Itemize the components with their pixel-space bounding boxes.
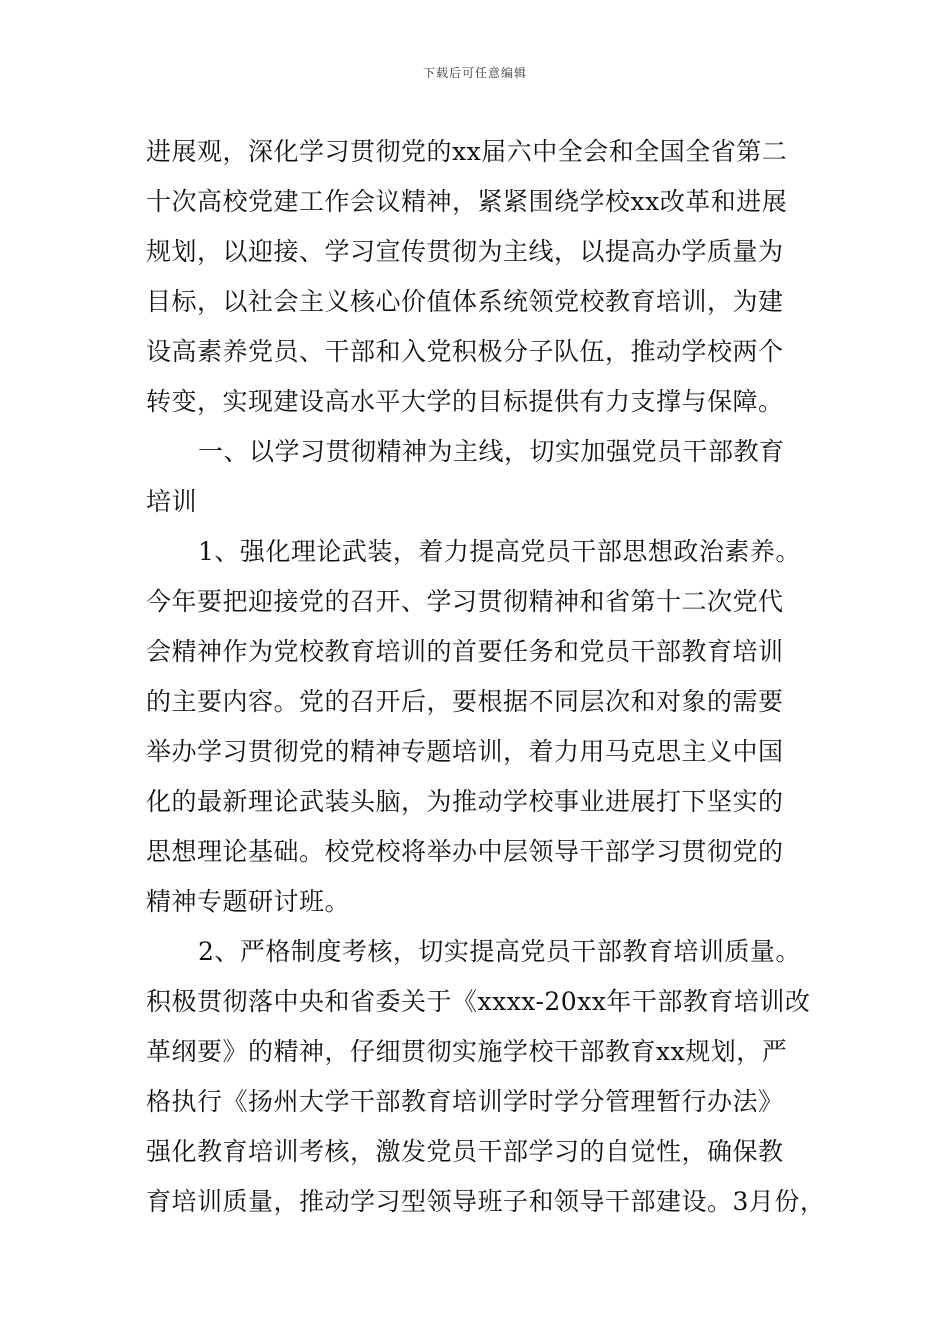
text-line: 十次高校党建工作会议精神，紧紧围绕学校xx改革和进展 [146,187,788,216]
text-line: 的主要内容。党的召开后，要根据不同层次和对象的需要 [146,687,784,716]
text-line: 精神专题研讨班。 [146,887,351,916]
text-line: 进展观，深化学习贯彻党的xx届六中全会和全国全省第二 [146,137,788,166]
document-body [146,127,826,1227]
page-header: 下载后可任意编辑 [422,66,527,80]
text-line: 化的最新理论武装头脑，为推动学校事业进展打下坚实的 [146,787,784,816]
text-line: 育培训质量，推动学习型领导班子和领导干部建设。3月份， [146,1187,826,1216]
text-line: 2、严格制度考核，切实提高党员干部教育培训质量。 [198,937,801,966]
text-line: 格执行《扬州大学干部教育培训学时学分管理暂行办法》 [146,1087,784,1116]
text-line: 培训 [146,487,198,516]
text-line: 革纲要》的精神，仔细贯彻实施学校干部教育xx规划，严 [146,1037,788,1066]
text-line: 强化教育培训考核，激发党员干部学习的自觉性，确保教 [146,1137,784,1166]
text-line: 转变，实现建设高水平大学的目标提供有力支撑与保障。 [146,387,784,416]
text-line: 规划，以迎接、学习宣传贯彻为主线，以提高办学质量为 [146,237,784,266]
text-line: 一、以学习贯彻精神为主线，切实加强党员干部教育 [198,437,785,466]
text-line: 积极贯彻落中央和省委关于《xxxx-20xx年干部教育培训改 [146,987,811,1016]
text-line: 1、强化理论武装，着力提高党员干部思想政治素养。 [198,537,801,566]
text-line: 今年要把迎接党的召开、学习贯彻精神和省第十二次党代 [146,587,784,616]
text-line: 举办学习贯彻党的精神专题培训，着力用马克思主义中国 [146,737,784,766]
text-line: 思想理论基础。校党校将举办中层领导干部学习贯彻党的 [146,837,784,866]
text-line: 会精神作为党校教育培训的首要任务和党员干部教育培训 [146,637,784,666]
text-line: 设高素养党员、干部和入党积极分子队伍，推动学校两个 [146,337,784,366]
text-line: 目标，以社会主义核心价值体系统领党校教育培训，为建 [146,287,784,316]
